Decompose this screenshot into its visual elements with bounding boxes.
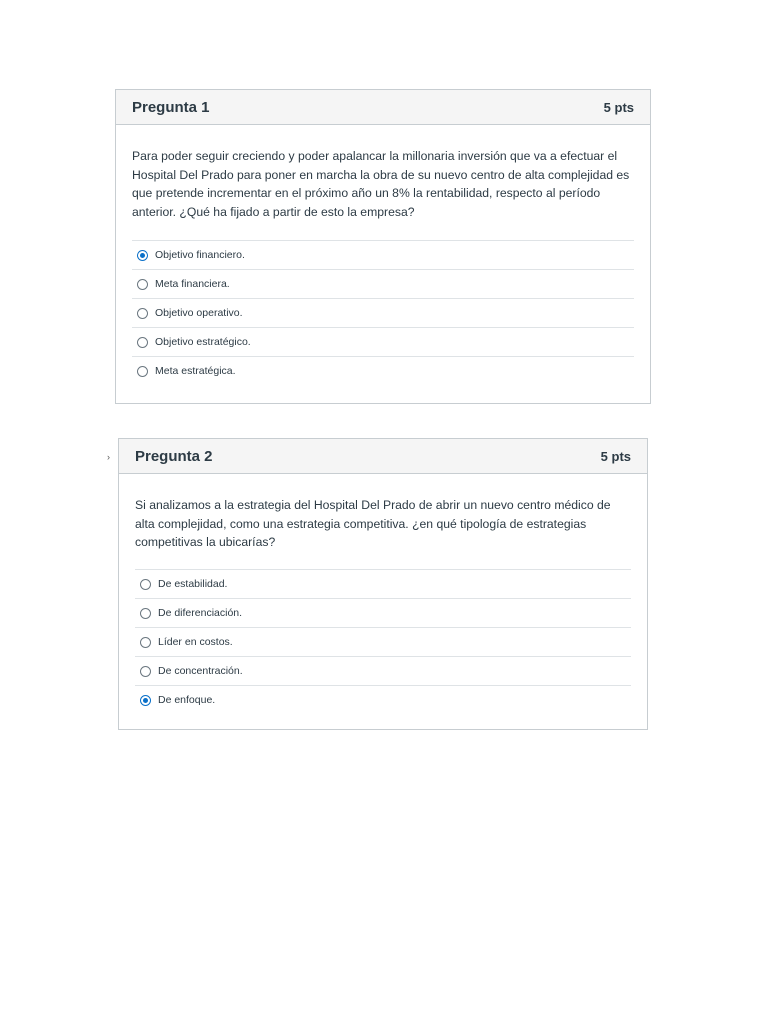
radio-icon[interactable] [137, 308, 148, 319]
radio-icon[interactable] [140, 666, 151, 677]
answer-label: Objetivo financiero. [155, 249, 245, 261]
answer-label: De enfoque. [158, 694, 216, 706]
answer-list [132, 240, 634, 385]
answer-option[interactable] [132, 327, 634, 356]
answer-list [135, 569, 631, 714]
radio-selected-icon[interactable] [137, 250, 148, 261]
answer-option[interactable] [135, 569, 631, 598]
answer-option[interactable] [132, 269, 634, 298]
question-title: Pregunta 2 [135, 447, 213, 465]
radio-icon[interactable] [137, 279, 148, 290]
stray-mark: › [107, 452, 110, 462]
question-points: 5 pts [600, 448, 631, 464]
question-text: Para poder seguir creciendo y poder apalancar la millonaria inversión que va a efectuar el Hospital Del Prado para poner en marcha la obra de su nuevo centro de alta complejidad es que pretende incrementar en el próximo año un 8% la rentabilidad, respecto al período anterior. ¿Qué ha fijado a partir de esto la empresa? [132, 149, 630, 219]
answer-label: Objetivo estratégico. [155, 336, 251, 348]
answer-option[interactable] [135, 685, 631, 714]
answer-label: Meta estratégica. [155, 365, 236, 377]
question-card-2 [118, 438, 648, 730]
question-card-1 [115, 89, 651, 404]
answer-option[interactable] [135, 656, 631, 685]
question-text: Si analizamos a la estrategia del Hospital Del Prado de abrir un nuevo centro médico de alta complejidad, como una estrategia competitiva. ¿en qué tipología de estrategias competitivas la ubicarías? [135, 498, 611, 549]
radio-icon[interactable] [140, 637, 151, 648]
radio-selected-icon[interactable] [140, 695, 151, 706]
answer-option[interactable] [132, 298, 634, 327]
answer-label: Líder en costos. [158, 636, 233, 648]
answer-label: De diferenciación. [158, 607, 243, 619]
radio-icon[interactable] [137, 366, 148, 377]
radio-icon[interactable] [140, 579, 151, 590]
answer-option[interactable] [132, 356, 634, 385]
question-header [116, 90, 650, 125]
answer-label: Objetivo operativo. [155, 307, 243, 319]
answer-label: Meta financiera. [155, 278, 230, 290]
question-header [119, 439, 647, 474]
radio-icon[interactable] [137, 337, 148, 348]
answer-option[interactable] [135, 627, 631, 656]
answer-label: De concentración. [158, 665, 243, 677]
answer-label: De estabilidad. [158, 578, 228, 590]
answer-option[interactable] [135, 598, 631, 627]
answer-option[interactable] [132, 240, 634, 269]
question-points: 5 pts [603, 99, 634, 115]
question-title: Pregunta 1 [132, 98, 210, 116]
radio-icon[interactable] [140, 608, 151, 619]
